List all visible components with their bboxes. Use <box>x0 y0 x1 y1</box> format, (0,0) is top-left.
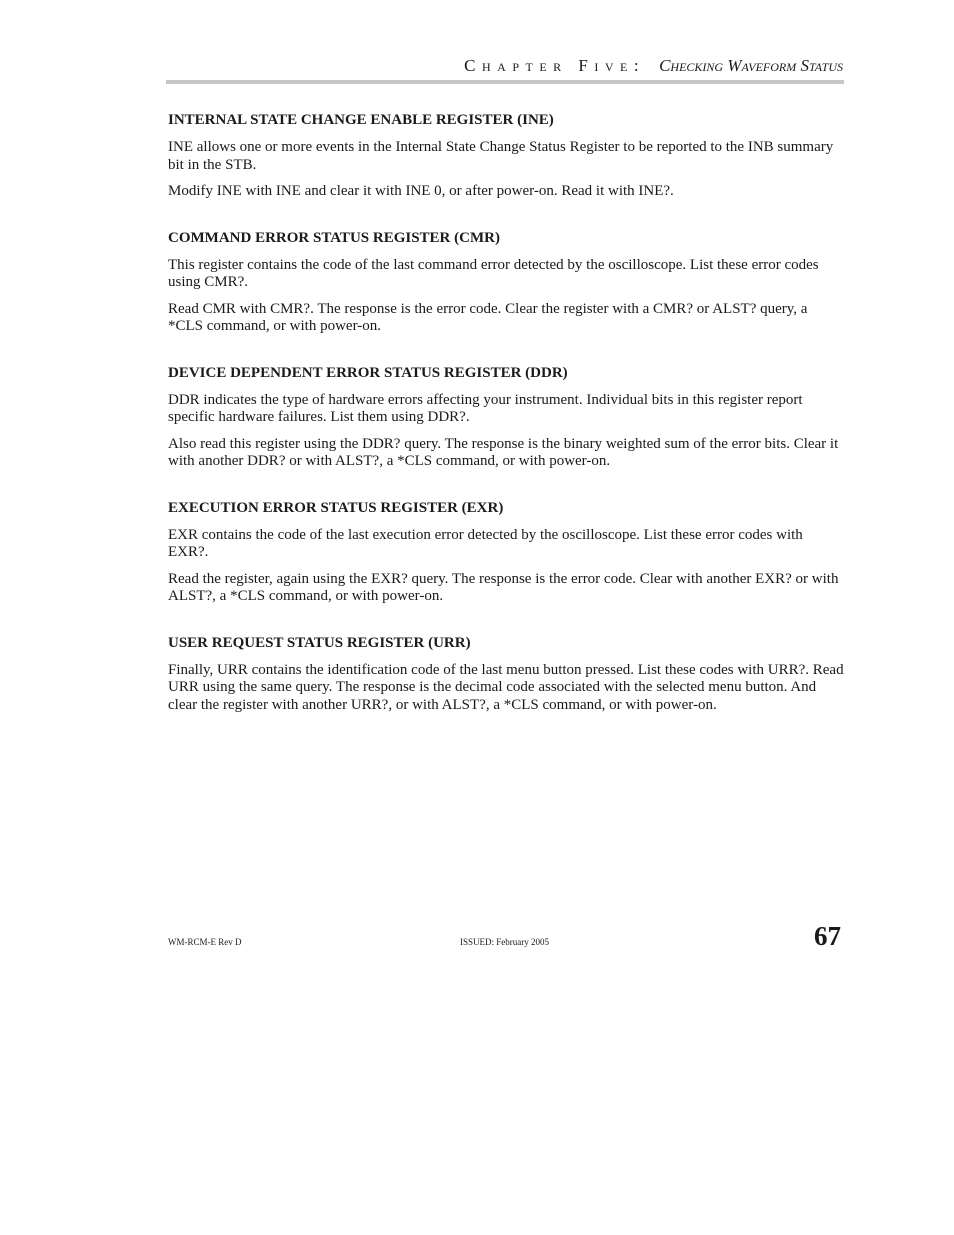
section-ine <box>168 110 844 201</box>
section-heading: COMMAND ERROR STATUS REGISTER (CMR) <box>168 229 500 246</box>
paragraph: INE allows one or more events in the Internal State Change Status Register to be reported to the INB summary bit in the STB. <box>168 139 834 173</box>
section-cmr <box>168 228 844 336</box>
paragraph: This register contains the code of the last command error detected by the oscilloscope. List these error codes using CMR?. <box>168 256 819 290</box>
paragraph: Also read this register using the DDR? query. The response is the binary weighted sum of the error bits. Clear it with another DDR? or with ALST?, a *CLS command, or with power-on. <box>168 435 839 469</box>
section-heading: USER REQUEST STATUS REGISTER (URR) <box>168 634 471 651</box>
section-urr <box>168 633 844 715</box>
header-rule <box>166 80 844 84</box>
chapter-title: Checking Waveform Status <box>659 56 843 75</box>
page-body <box>168 110 844 741</box>
paragraph: DDR indicates the type of hardware errors affecting your instrument. Individual bits in this register report specific hardware failures. List them using DDR?. <box>168 391 803 425</box>
page-number: 67 <box>814 921 841 951</box>
section-heading: INTERNAL STATE CHANGE ENABLE REGISTER (INE) <box>168 112 554 128</box>
paragraph: EXR contains the code of the last execution error detected by the oscilloscope. List these error codes with EXR?. <box>168 526 803 560</box>
paragraph: Read CMR with CMR?. The response is the error code. Clear the register with a CMR? or ALST? query, a *CLS command, or with power-on. <box>168 300 808 334</box>
section-heading: DEVICE DEPENDENT ERROR STATUS REGISTER (DDR) <box>168 364 568 381</box>
section-ddr <box>168 363 844 471</box>
chapter-label: Chapter Five: <box>464 56 646 75</box>
running-header <box>167 56 843 76</box>
section-heading: EXECUTION ERROR STATUS REGISTER (EXR) <box>168 499 504 516</box>
paragraph: Read the register, again using the EXR? query. The response is the error code. Clear with another EXR? or with ALST?, a *CLS command, or with power-on. <box>168 570 839 604</box>
footer-doc-id: WM-RCM-E Rev D <box>168 937 242 947</box>
paragraph: Finally, URR contains the identification code of the last menu button pressed. List these codes with URR?. Read URR using the same query. The response is the decimal code associated with the selected menu button. And clear the register with another URR?, or with ALST?, a *CLS command, or with power-on. <box>168 661 844 713</box>
paragraph: Modify INE with INE and clear it with INE 0, or after power-on. Read it with INE?. <box>168 183 674 199</box>
section-exr <box>168 498 844 606</box>
footer-issued-date: ISSUED: February 2005 <box>460 937 549 947</box>
